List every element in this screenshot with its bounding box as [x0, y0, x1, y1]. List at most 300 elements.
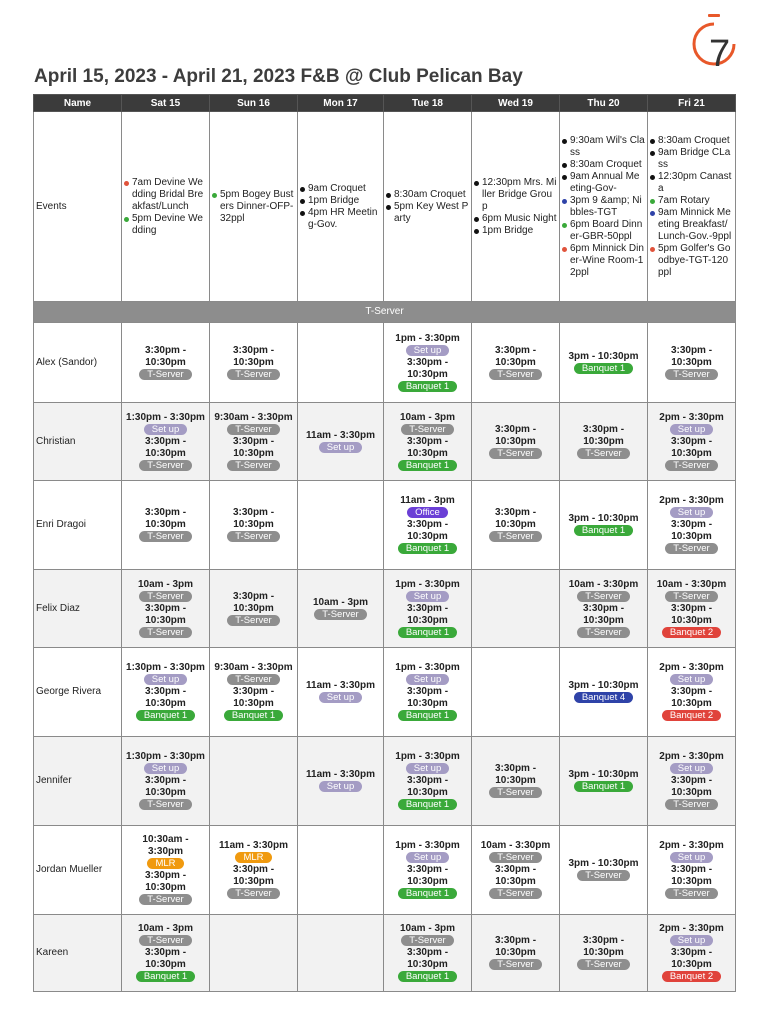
events-cell-thu — [560, 112, 648, 302]
col-header-mon: Mon 17 — [298, 95, 384, 112]
shift-cell-fri — [648, 915, 736, 992]
role-badge: Set up — [319, 442, 362, 453]
role-badge: Set up — [406, 591, 449, 602]
table-row — [34, 570, 736, 648]
event-item — [300, 207, 381, 231]
events-cell-wed — [472, 112, 560, 302]
bullet-dot-icon — [300, 211, 305, 216]
shift-cell-tue — [384, 915, 472, 992]
shift-time: 3:30pm - 10:30pm — [406, 686, 449, 709]
role-badge: Banquet 1 — [136, 971, 195, 982]
staff-name: Kareen — [34, 915, 122, 992]
role-badge: T-Server — [227, 615, 279, 626]
shift-cell-wed — [472, 826, 560, 915]
role-badge: Set up — [406, 674, 449, 685]
event-text: 12:30pm Mrs. Miller Bridge Group — [482, 176, 557, 212]
role-badge: T-Server — [227, 424, 279, 435]
shift-time: 3:30pm - 10:30pm — [670, 519, 713, 542]
shift-time: 3pm - 10:30pm — [568, 350, 639, 362]
role-badge: Set up — [144, 424, 187, 435]
shift-cell-fri — [648, 570, 736, 648]
shift-time: 2pm - 3:30pm — [659, 923, 724, 934]
shift-time: 3:30pm - 10:30pm — [670, 864, 713, 887]
event-text: 6pm Minnick Diner-Wine Room-12ppl — [570, 242, 644, 278]
shift-time: 3:30pm - 10:30pm — [232, 686, 275, 709]
table-row — [34, 648, 736, 737]
role-badge: T-Server — [577, 448, 629, 459]
role-badge: Banquet 1 — [398, 971, 457, 982]
role-badge: T-Server — [227, 369, 279, 380]
bullet-dot-icon — [386, 205, 391, 210]
shift-time: 3:30pm - 10:30pm — [144, 870, 187, 893]
shift-cell-sun — [210, 648, 298, 737]
shift-cell-wed — [472, 737, 560, 826]
shift-cell-mon — [298, 323, 384, 403]
event-text: 1pm Bridge — [308, 194, 360, 206]
shift-time: 3:30pm - 10:30pm — [494, 507, 537, 530]
role-badge: T-Server — [139, 935, 191, 946]
event-text: 5pm Bogey Busters Dinner-OFP-32ppl — [220, 188, 294, 224]
role-badge: Set up — [406, 345, 449, 356]
role-badge: T-Server — [489, 787, 541, 798]
bullet-dot-icon — [562, 175, 567, 180]
shift-time: 3:30pm - 10:30pm — [582, 602, 625, 626]
role-badge: Set up — [670, 763, 713, 774]
role-badge: Banquet 2 — [662, 971, 721, 982]
shift-time: 1pm - 3:30pm — [395, 662, 460, 673]
staff-name: Jennifer — [34, 737, 122, 826]
shift-cell-mon — [298, 648, 384, 737]
shift-time: 2pm - 3:30pm — [659, 751, 724, 762]
shift-cell-sat — [122, 570, 210, 648]
event-text: 9am Minnick Meeting Breakfast/Lunch-Gov.-9ppl — [658, 206, 732, 242]
bullet-dot-icon — [562, 247, 567, 252]
shift-time: 11am - 3:30pm — [306, 769, 375, 780]
event-text: 3pm 9 &amp; Nibbles-TGT — [570, 194, 642, 218]
shift-cell-sat — [122, 481, 210, 570]
bullet-dot-icon — [562, 199, 567, 204]
shift-time: 3pm - 10:30pm — [568, 680, 639, 691]
role-badge: Set up — [406, 852, 449, 863]
event-text: 1pm Bridge — [482, 224, 534, 236]
shift-cell-thu — [560, 826, 648, 915]
shift-cell-fri — [648, 323, 736, 403]
role-badge: T-Server — [139, 627, 191, 638]
shift-time: 3:30pm - 10:30pm — [494, 935, 537, 958]
event-text: 5pm Key West Party — [394, 200, 469, 224]
shift-time: 3:30pm - 10:30pm — [670, 775, 713, 798]
shift-time: 3pm - 10:30pm — [568, 858, 639, 869]
section-label: T-Server — [34, 302, 736, 323]
event-item — [300, 183, 381, 195]
shift-time: 1:30pm - 3:30pm — [126, 751, 205, 762]
event-item — [650, 207, 733, 243]
role-badge: MLR — [147, 858, 183, 869]
role-badge: T-Server — [665, 591, 717, 602]
role-badge: T-Server — [665, 460, 717, 471]
bullet-dot-icon — [474, 181, 479, 186]
shift-cell-sun — [210, 915, 298, 992]
bullet-dot-icon — [562, 139, 567, 144]
shift-cell-mon — [298, 915, 384, 992]
shift-cell-wed — [472, 570, 560, 648]
shift-cell-tue — [384, 648, 472, 737]
event-item — [650, 147, 733, 171]
shift-cell-mon — [298, 481, 384, 570]
role-badge: Banquet 1 — [398, 460, 457, 471]
event-item — [650, 195, 733, 207]
shift-time: 1pm - 3:30pm — [395, 578, 460, 590]
shift-time: 10am - 3:30pm — [480, 840, 551, 851]
event-text: 7am Devine Wedding Bridal Breakfast/Lunch — [132, 176, 204, 212]
shift-time: 11am - 3:30pm — [306, 429, 375, 441]
event-item — [650, 243, 733, 279]
shift-time: 3:30pm - 10:30pm — [406, 864, 449, 887]
shift-cell-sun — [210, 481, 298, 570]
event-item — [562, 219, 645, 243]
shift-cell-fri — [648, 403, 736, 481]
table-row — [34, 826, 736, 915]
role-badge: T-Server — [665, 888, 717, 899]
bullet-dot-icon — [650, 211, 655, 216]
role-badge: Set up — [406, 763, 449, 774]
shift-cell-mon — [298, 826, 384, 915]
shift-time: 10am - 3pm — [399, 411, 456, 423]
role-badge: Banquet 1 — [398, 888, 457, 899]
role-badge: T-Server — [489, 852, 541, 863]
role-badge: T-Server — [665, 799, 717, 810]
shift-cell-sat — [122, 403, 210, 481]
event-text: 9am Annual Meeting-Gov- — [570, 170, 640, 194]
shift-time: 11am - 3:30pm — [219, 840, 288, 851]
shift-time: 3:30pm - 10:30pm — [670, 344, 713, 368]
staff-name: Christian — [34, 403, 122, 481]
role-badge: Banquet 1 — [224, 710, 283, 721]
role-badge: Banquet 1 — [398, 710, 457, 721]
event-text: 6pm Music Night — [482, 212, 557, 224]
role-badge: T-Server — [489, 369, 541, 380]
bullet-dot-icon — [124, 217, 129, 222]
event-item — [562, 243, 645, 279]
bullet-dot-icon — [650, 151, 655, 156]
role-badge: T-Server — [139, 460, 191, 471]
staff-name: Jordan Mueller — [34, 826, 122, 915]
bullet-dot-icon — [212, 193, 217, 198]
col-header-wed: Wed 19 — [472, 95, 560, 112]
event-text: 5pm Devine Wedding — [132, 212, 203, 236]
role-badge: T-Server — [227, 674, 279, 685]
shift-time: 3pm - 10:30pm — [568, 769, 639, 780]
event-text: 4pm HR Meeting-Gov. — [308, 206, 378, 230]
table-row — [34, 481, 736, 570]
role-badge: T-Server — [577, 627, 629, 638]
bullet-dot-icon — [124, 181, 129, 186]
shift-cell-sat — [122, 648, 210, 737]
events-row — [34, 112, 736, 302]
role-badge: Banquet 1 — [398, 799, 457, 810]
shift-time: 3:30pm - 10:30pm — [406, 519, 449, 542]
role-badge: T-Server — [401, 424, 453, 435]
shift-time: 3:30pm - 10:30pm — [494, 763, 537, 786]
events-cell-mon — [298, 112, 384, 302]
shift-time: 3:30pm - 10:30pm — [582, 423, 625, 447]
role-badge: Set up — [670, 852, 713, 863]
event-item — [650, 171, 733, 195]
shift-time: 2pm - 3:30pm — [659, 840, 724, 851]
shift-time: 3:30pm - 10:30pm — [232, 590, 275, 614]
bullet-dot-icon — [650, 175, 655, 180]
role-badge: Banquet 1 — [574, 525, 633, 536]
staff-name: George Rivera — [34, 648, 122, 737]
event-item — [562, 159, 645, 171]
header-row — [34, 95, 736, 112]
event-item — [124, 213, 207, 237]
role-badge: T-Server — [489, 888, 541, 899]
role-badge: Set up — [144, 674, 187, 685]
shift-time: 1pm - 3:30pm — [395, 840, 460, 851]
event-item — [386, 189, 469, 201]
shift-time: 3:30pm - 10:30pm — [494, 423, 537, 447]
event-text: 8:30am Croquet — [570, 158, 642, 170]
bullet-dot-icon — [650, 199, 655, 204]
col-header-tue: Tue 18 — [384, 95, 472, 112]
role-badge: T-Server — [139, 591, 191, 602]
bullet-dot-icon — [474, 229, 479, 234]
shift-time: 3:30pm - 10:30pm — [144, 435, 187, 459]
event-text: 8:30am Croquet — [658, 134, 730, 146]
role-badge: Set up — [319, 781, 362, 792]
shift-cell-thu — [560, 737, 648, 826]
shift-time: 3:30pm - 10:30pm — [406, 775, 449, 798]
event-item — [474, 213, 557, 225]
shift-cell-sat — [122, 737, 210, 826]
shift-time: 11am - 3:30pm — [306, 680, 375, 691]
shift-time: 10am - 3pm — [137, 578, 194, 590]
role-badge: Set up — [670, 674, 713, 685]
logo-digit: 7 — [709, 33, 731, 72]
page-title: April 15, 2023 - April 21, 2023 F&B @ Club Pelican Bay — [34, 66, 523, 87]
shift-time: 3:30pm - 10:30pm — [670, 602, 713, 626]
shift-cell-fri — [648, 737, 736, 826]
shift-time: 3:30pm - 10:30pm — [232, 507, 275, 530]
shift-time: 9:30am - 3:30pm — [214, 662, 293, 673]
events-cell-sun — [210, 112, 298, 302]
role-badge: T-Server — [577, 591, 629, 602]
role-badge: MLR — [235, 852, 271, 863]
event-text: 12:30pm Canasta — [658, 170, 732, 194]
shift-time: 10am - 3pm — [399, 923, 456, 934]
event-item — [650, 135, 733, 147]
role-badge: T-Server — [665, 369, 717, 380]
shift-cell-mon — [298, 403, 384, 481]
role-badge: Office — [407, 507, 448, 518]
role-badge: T-Server — [577, 870, 629, 881]
table-row — [34, 737, 736, 826]
event-text: 8:30am Croquet — [394, 188, 466, 200]
staff-name: Felix Diaz — [34, 570, 122, 648]
shift-time: 1:30pm - 3:30pm — [126, 662, 205, 673]
role-badge: T-Server — [665, 543, 717, 554]
col-header-sun: Sun 16 — [210, 95, 298, 112]
role-badge: Banquet 1 — [574, 363, 633, 374]
shift-time: 3:30pm - 10:30pm — [406, 602, 449, 626]
role-badge: Banquet 1 — [136, 710, 195, 721]
events-cell-fri — [648, 112, 736, 302]
role-badge: T-Server — [139, 894, 191, 905]
shift-time: 3:30pm - 10:30pm — [582, 935, 625, 958]
shift-cell-wed — [472, 648, 560, 737]
shift-time: 10am - 3:30pm — [656, 578, 727, 590]
event-text: 9am Bridge CLass — [658, 146, 731, 170]
event-item — [124, 177, 207, 213]
role-badge: T-Server — [577, 959, 629, 970]
event-text: 6pm Board Dinner-GBR-50ppl — [570, 218, 643, 242]
event-item — [474, 225, 557, 237]
role-badge: T-Server — [489, 959, 541, 970]
shift-time: 3:30pm - 10:30pm — [670, 947, 713, 970]
shift-time: 3:30pm - 10:30pm — [144, 947, 187, 970]
shift-cell-sat — [122, 323, 210, 403]
shift-time: 3:30pm - 10:30pm — [144, 775, 187, 798]
col-header-name: Name — [34, 95, 122, 112]
staff-name: Alex (Sandor) — [34, 323, 122, 403]
shift-time: 3:30pm - 10:30pm — [494, 864, 537, 887]
shift-time: 3:30pm - 10:30pm — [406, 947, 449, 970]
shift-cell-thu — [560, 570, 648, 648]
shift-time: 10am - 3pm — [137, 923, 194, 934]
role-badge: T-Server — [139, 531, 191, 542]
shift-time: 3:30pm - 10:30pm — [232, 435, 275, 459]
event-text: 9:30am Wil's Class — [570, 134, 645, 158]
shift-cell-fri — [648, 826, 736, 915]
role-badge: Set up — [319, 692, 362, 703]
shift-cell-fri — [648, 648, 736, 737]
shift-cell-mon — [298, 737, 384, 826]
shift-cell-tue — [384, 403, 472, 481]
shift-time: 1pm - 3:30pm — [395, 332, 460, 344]
schedule-table — [33, 94, 736, 992]
shift-time: 3:30pm - 10:30pm — [670, 435, 713, 459]
role-badge: T-Server — [227, 460, 279, 471]
shift-cell-sat — [122, 915, 210, 992]
role-badge: Set up — [670, 424, 713, 435]
shift-time: 11am - 3pm — [400, 495, 455, 506]
role-badge: T-Server — [139, 369, 191, 380]
shift-time: 3:30pm - 10:30pm — [232, 864, 275, 887]
col-header-sat: Sat 15 — [122, 95, 210, 112]
shift-cell-tue — [384, 323, 472, 403]
shift-time: 3:30pm - 10:30pm — [406, 435, 449, 459]
shift-time: 3:30pm - 10:30pm — [406, 356, 449, 380]
bullet-dot-icon — [386, 193, 391, 198]
events-label: Events — [34, 112, 122, 302]
bullet-dot-icon — [650, 139, 655, 144]
shift-time: 1pm - 3:30pm — [395, 751, 460, 762]
shift-cell-thu — [560, 648, 648, 737]
shift-time: 1:30pm - 3:30pm — [126, 411, 205, 423]
shift-cell-thu — [560, 403, 648, 481]
event-text: 7am Rotary — [658, 194, 710, 206]
shift-time: 9:30am - 3:30pm — [214, 411, 293, 423]
shift-cell-sun — [210, 403, 298, 481]
events-cell-tue — [384, 112, 472, 302]
event-item — [474, 177, 557, 213]
col-header-thu: Thu 20 — [560, 95, 648, 112]
bullet-dot-icon — [562, 163, 567, 168]
shift-cell-sat — [122, 826, 210, 915]
shift-cell-wed — [472, 403, 560, 481]
role-badge: T-Server — [314, 609, 366, 620]
shift-cell-tue — [384, 481, 472, 570]
shift-cell-tue — [384, 737, 472, 826]
shift-time: 3:30pm - 10:30pm — [670, 686, 713, 709]
role-badge: Set up — [670, 935, 713, 946]
role-badge: T-Server — [227, 888, 279, 899]
shift-time: 2pm - 3:30pm — [659, 662, 724, 673]
shift-time: 3pm - 10:30pm — [568, 513, 639, 524]
col-header-fri: Fri 21 — [648, 95, 736, 112]
shift-cell-wed — [472, 481, 560, 570]
bullet-dot-icon — [300, 199, 305, 204]
shift-cell-mon — [298, 570, 384, 648]
bullet-dot-icon — [474, 217, 479, 222]
role-badge: Banquet 1 — [398, 627, 457, 638]
shift-cell-sun — [210, 323, 298, 403]
shift-cell-thu — [560, 481, 648, 570]
bullet-dot-icon — [300, 187, 305, 192]
role-badge: Banquet 4 — [574, 692, 633, 703]
shift-time: 3:30pm - 10:30pm — [144, 686, 187, 709]
shift-cell-sun — [210, 570, 298, 648]
role-badge: T-Server — [227, 531, 279, 542]
role-badge: Banquet 1 — [398, 381, 457, 392]
role-badge: T-Server — [139, 799, 191, 810]
shift-cell-tue — [384, 570, 472, 648]
table-row — [34, 915, 736, 992]
event-item — [562, 135, 645, 159]
event-item — [562, 195, 645, 219]
shift-time: 2pm - 3:30pm — [659, 495, 724, 506]
shift-time: 10:30am - 3:30pm — [142, 834, 189, 857]
shift-time: 3:30pm - 10:30pm — [144, 602, 187, 626]
logo-stopwatch-icon — [690, 12, 738, 72]
bullet-dot-icon — [650, 247, 655, 252]
event-text: 9am Croquet — [308, 182, 366, 194]
shift-time: 10am - 3:30pm — [568, 578, 639, 590]
role-badge: Banquet 1 — [574, 781, 633, 792]
role-badge: Banquet 1 — [398, 543, 457, 554]
shift-cell-wed — [472, 915, 560, 992]
role-badge: Banquet 2 — [662, 627, 721, 638]
shift-cell-sun — [210, 826, 298, 915]
shift-cell-sun — [210, 737, 298, 826]
event-item — [212, 189, 295, 225]
shift-time: 2pm - 3:30pm — [659, 411, 724, 423]
event-item — [300, 195, 381, 207]
shift-cell-fri — [648, 481, 736, 570]
shift-cell-tue — [384, 826, 472, 915]
shift-time: 3:30pm - 10:30pm — [144, 344, 187, 368]
role-badge: T-Server — [401, 935, 453, 946]
events-cell-sat — [122, 112, 210, 302]
event-item — [562, 171, 645, 195]
section-row — [34, 302, 736, 323]
role-badge: Banquet 2 — [662, 710, 721, 721]
role-badge: Set up — [670, 507, 713, 518]
role-badge: Set up — [144, 763, 187, 774]
role-badge: T-Server — [489, 531, 541, 542]
shift-cell-thu — [560, 915, 648, 992]
